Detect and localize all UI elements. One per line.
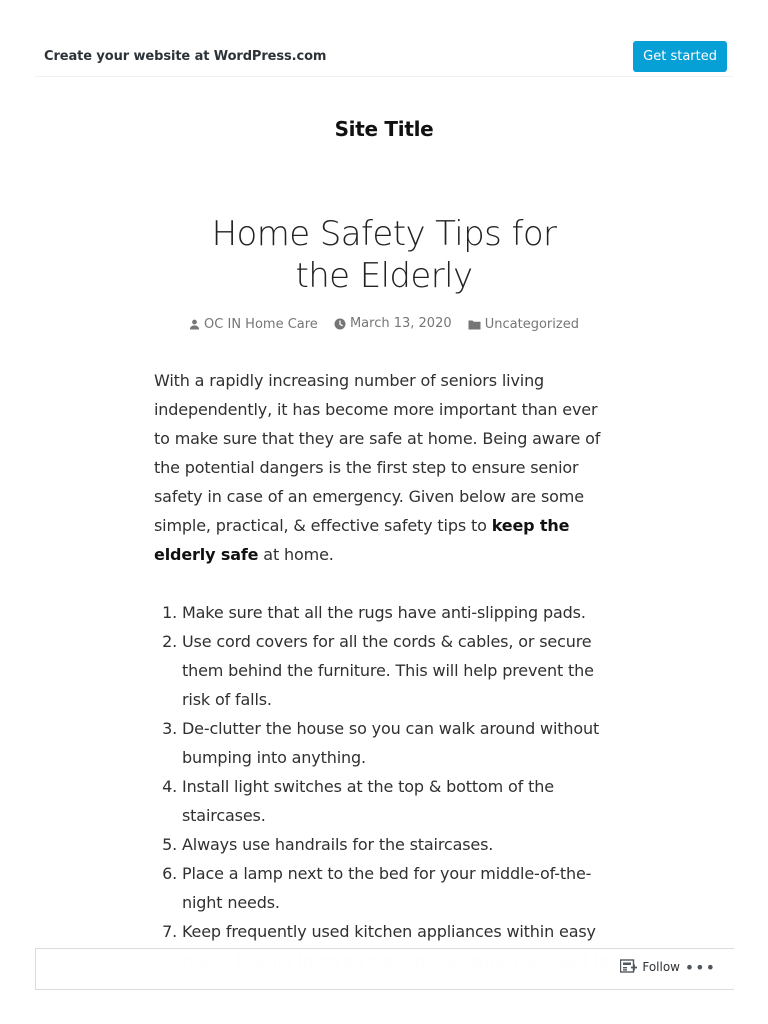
create-website-link[interactable]: Create your website at WordPress.com	[44, 49, 327, 64]
post-content	[154, 366, 616, 975]
author-link[interactable]: OC IN Home Care	[204, 316, 318, 332]
post-date	[334, 316, 452, 331]
folder-icon	[468, 319, 481, 330]
follow-label: Follow	[642, 960, 680, 974]
list-item: 1. Make sure that all the rugs have anti-slipping pads.	[182, 598, 616, 627]
post-title-line-1: Home Safety Tips for	[211, 214, 557, 254]
reader-follow-icon	[620, 959, 638, 975]
list-item: 5. Always use handrails for the staircases.	[182, 830, 616, 859]
post-meta	[0, 316, 768, 334]
list-item: 4. Install light switches at the top & bottom of the staircases.	[182, 772, 616, 830]
site-title[interactable]: Site Title	[334, 117, 434, 141]
more-actions-button[interactable]: •••	[684, 958, 716, 977]
safety-tips-list	[154, 598, 616, 975]
list-item: 6. Place a lamp next to the bed for your middle-of-the-night needs.	[182, 859, 616, 917]
intro-paragraph: With a rapidly increasing number of seniors living independently, it has become more important than ever to make sure that they are safe at home. Being aware of the potential dangers is the first step to ensure senior safety in case of an emergency. Given below are some simple, practical, & effective safety tips to keep the elderly safe at home.	[154, 371, 601, 564]
post-author	[189, 317, 318, 332]
get-started-button[interactable]: Get started	[633, 41, 727, 72]
category-link[interactable]: Uncategorized	[484, 316, 579, 332]
list-item: 7. Keep frequently used kitchen appliances within easy	[182, 917, 616, 975]
post-title-line-2: the Elderly	[295, 256, 473, 296]
post-title	[184, 213, 584, 297]
wpcom-top-banner	[35, 38, 733, 77]
date-link[interactable]: March 13, 2020	[349, 316, 452, 331]
intro-bold-phrase: keep the elderly safe	[154, 516, 570, 564]
list-item: 3. De-clutter the house so you can walk around without bumping into anything.	[182, 714, 616, 772]
person-icon	[189, 319, 200, 330]
post-category	[468, 317, 579, 332]
follow-button[interactable]	[620, 959, 680, 975]
clock-icon	[334, 318, 346, 330]
action-bar	[35, 948, 734, 990]
list-item: 2. Use cord covers for all the cords & cables, or secure them behind the furniture. This will help prevent the risk of falls.	[182, 627, 616, 714]
